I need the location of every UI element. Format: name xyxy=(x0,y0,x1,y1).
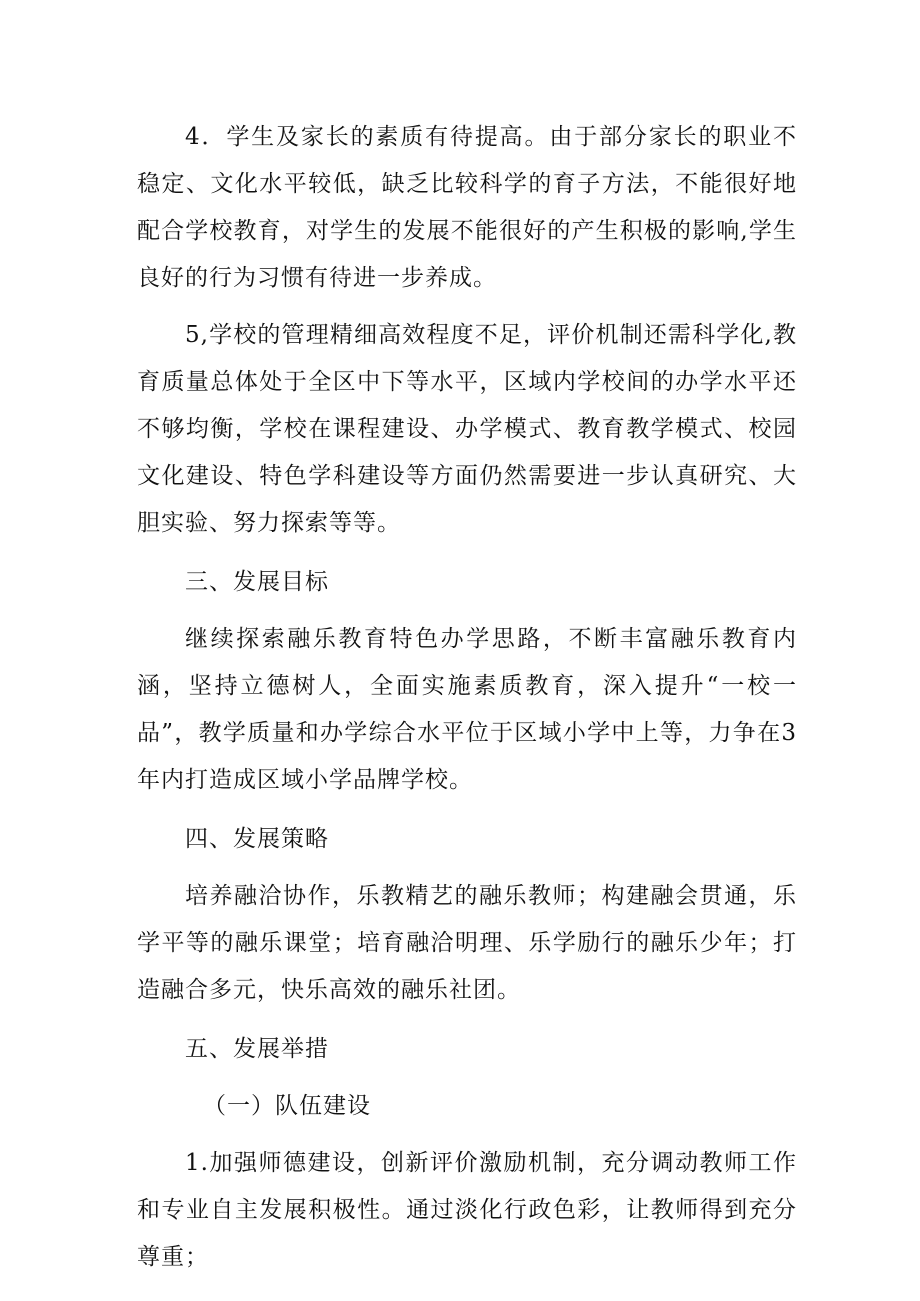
document-body xyxy=(137,114,797,1281)
heading-development-measures: 五、发展举措 xyxy=(185,1036,329,1062)
heading-development-strategy: 四、发展策略 xyxy=(185,826,329,852)
paragraph-teacher-ethics: 1.加强师德建设，创新评价激励机制，充分调动教师工作和专业自主发展积极性。通过淡化行政色彩，让教师得到充分尊重； xyxy=(137,1150,797,1270)
paragraph-student-parent-quality: 4．学生及家长的素质有待提高。由于部分家长的职业不稳定、文化水平较低，缺乏比较科学的育子方法，不能很好地配合学校教育，对学生的发展不能很好的产生积极的影响,学生良好的行为习惯有待进一步养成。 xyxy=(137,124,797,291)
paragraph-school-management: 5,学校的管理精细高效程度不足，评价机制还需科学化,教育质量总体处于全区中下等水平，区域内学校间的办学水平还不够均衡，学校在课程建设、办学模式、教育教学模式、校园文化建设、特色学科建设等方面仍然需要进一步认真研究、大胆实验、努力探索等等。 xyxy=(137,322,797,536)
paragraph-development-strategy: 培养融洽协作，乐教精艺的融乐教师；构建融会贯通，乐学平等的融乐课堂；培育融洽明理、乐学励行的融乐少年；打造融合多元，快乐高效的融乐社团。 xyxy=(137,883,797,1003)
subheading-team-building: （一）队伍建设 xyxy=(203,1093,371,1119)
paragraph-development-goals: 继续探索融乐教育特色办学思路，不断丰富融乐教育内涵，坚持立德树人，全面实施素质教育，深入提升“一校一品”，教学质量和办学综合水平位于区域小学中上等，力争在3年内打造成区域小学品牌学校。 xyxy=(137,626,797,793)
heading-development-goals: 三、发展目标 xyxy=(185,569,329,595)
